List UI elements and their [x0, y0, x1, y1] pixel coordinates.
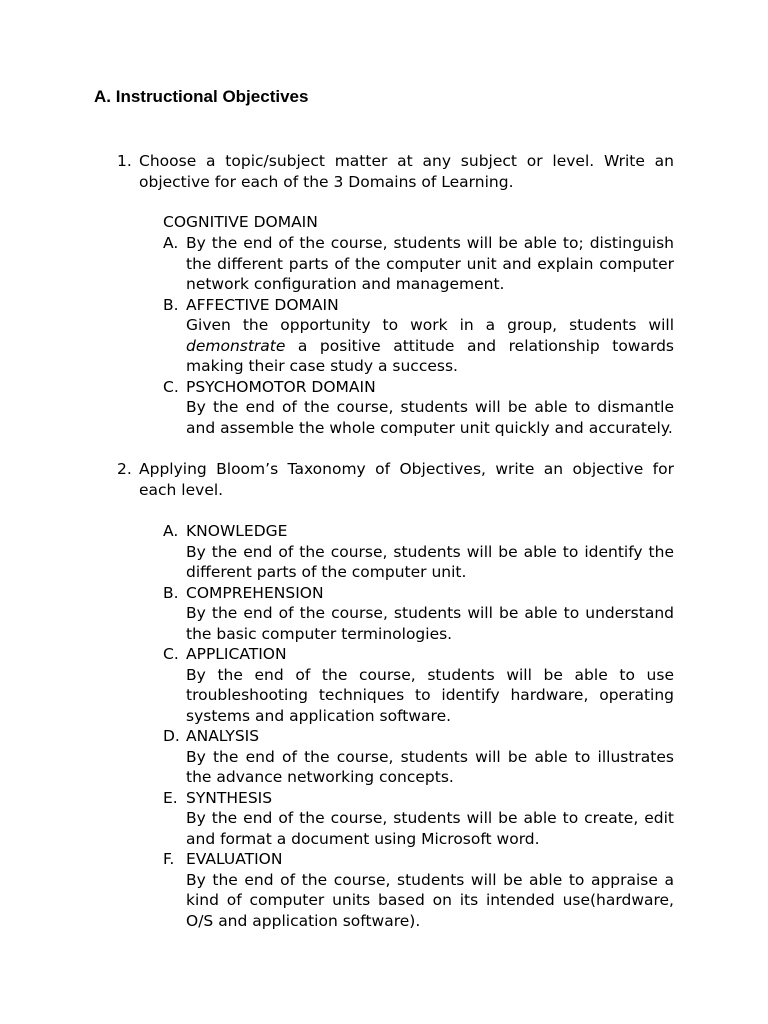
item-letter: A. [163, 522, 179, 540]
question-2 [117, 459, 674, 500]
item-letter: F. [163, 850, 175, 868]
item-letter: D. [163, 727, 180, 745]
list-item [163, 583, 674, 645]
section-heading: A. Instructional Objectives [94, 87, 309, 106]
list-item [163, 726, 674, 788]
list-item [163, 377, 674, 439]
item-letter: E. [163, 788, 178, 807]
list-item [163, 233, 674, 295]
item-letter: B. [163, 583, 179, 602]
item-title: SYNTHESIS [186, 788, 273, 807]
item-title: AFFECTIVE DOMAIN [186, 295, 339, 314]
question-number: 2. [117, 460, 132, 478]
item-body: By the end of the course, students will be able to illustrates the advance networking concepts. [186, 747, 674, 786]
item-body-end: a positive attitude and relationship towards making their case study a success. [186, 336, 674, 375]
list-item [163, 295, 674, 377]
list-item [163, 849, 674, 931]
item-title: KNOWLEDGE [186, 522, 288, 540]
list-item [163, 788, 674, 850]
item-title: COMPREHENSION [186, 583, 324, 602]
domain-objectives-list [163, 233, 674, 438]
list-item [163, 521, 674, 583]
item-body: By the end of the course, students will be able to appraise a kind of computer units based on its intended use(hardware, O/S and application software). [186, 870, 674, 930]
item-body: By the end of the course, students will be able to; distinguish the different parts of the computer unit and explain computer network configuration and management. [186, 234, 674, 293]
question-number: 1. [117, 152, 132, 170]
item-letter: C. [163, 377, 179, 396]
item-letter: C. [163, 645, 179, 663]
item-letter: A. [163, 234, 179, 252]
question-text: Applying Bloom’s Taxonomy of Objectives, write an objective for each level. [139, 460, 674, 499]
item-body: By the end of the course, students will be able to use troubleshooting techniques to identify hardware, operating systems and application software. [186, 665, 674, 725]
item-body: By the end of the course, students will be able to dismantle and assemble the whole computer unit quickly and accurately. [186, 398, 674, 437]
item-body: By the end of the course, students will be able to identify the different parts of the computer unit. [186, 542, 674, 581]
item-title: EVALUATION [186, 850, 283, 868]
cognitive-domain-heading: COGNITIVE DOMAIN [163, 213, 318, 231]
question-1 [117, 151, 674, 192]
item-body-start: Given the opportunity to work in a group, students will [186, 316, 674, 334]
item-body: By the end of the course, students will be able to understand the basic computer terminologies. [186, 604, 674, 643]
item-body: By the end of the course, students will be able to create, edit and format a document using Microsoft word. [186, 809, 674, 848]
item-letter: B. [163, 295, 179, 314]
emphasized-word: demonstrate [186, 336, 286, 355]
bloom-levels-list [163, 521, 674, 931]
item-title: ANALYSIS [186, 727, 260, 745]
list-item [163, 644, 674, 726]
item-title: APPLICATION [186, 645, 287, 663]
item-title: PSYCHOMOTOR DOMAIN [186, 377, 376, 396]
item-body [186, 315, 674, 377]
question-text: Choose a topic/subject matter at any subject or level. Write an objective for each of the 3 Domains of Learning. [139, 152, 674, 191]
